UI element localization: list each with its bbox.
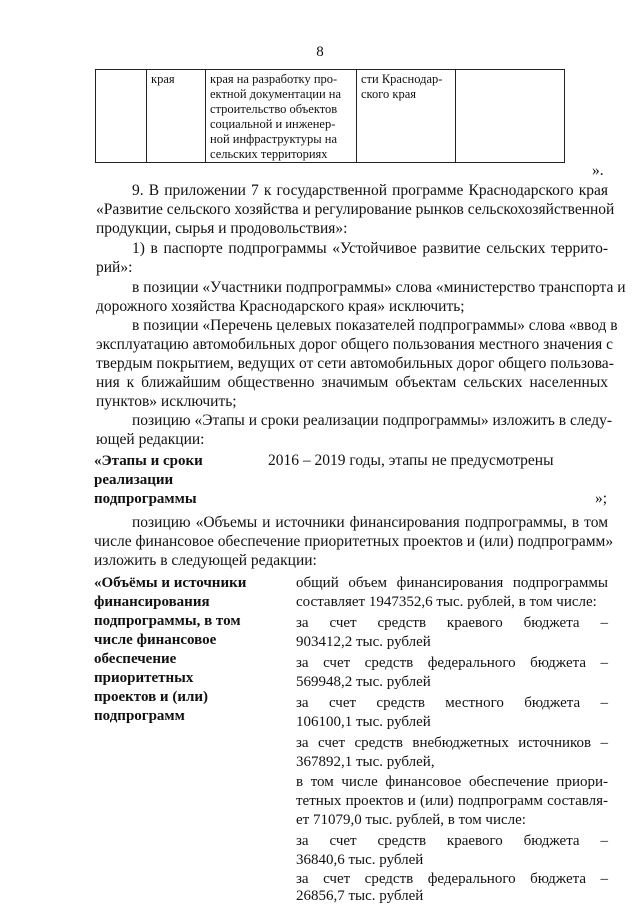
funding-line: 569948,2 тыс. рублей — [296, 674, 431, 690]
funding-line: составляет 1947352,6 тыс. рублей, в том числе: — [296, 594, 597, 610]
funding-label: обеспечение — [94, 651, 177, 667]
paragraph-line: рий»: — [96, 259, 133, 276]
funding-line: тетных проектов и (или) подпрограмм составля- — [296, 793, 608, 809]
table-cell-col4 — [357, 70, 456, 163]
paragraph-line: позицию «Этапы и сроки реализации подпрограммы» изложить в следу- — [132, 412, 613, 429]
paragraph-line: продукции, сырья и продовольствия»: — [96, 220, 348, 237]
table-row — [96, 70, 565, 163]
funding-line: ет 71079,0 тыс. рублей, в том числе: — [296, 812, 526, 828]
paragraph-line: изложить в следующей редакции: — [94, 552, 317, 569]
funding-label: «Объёмы и источники — [94, 575, 247, 591]
continuation-table — [95, 69, 565, 163]
funding-line: за счет средств краевого бюджета – — [296, 833, 608, 849]
funding-line: за счет средств краевого бюджета – — [296, 615, 608, 631]
funding-line: за счет средств федерального бюджета – — [296, 655, 608, 671]
table-cell-line: сельских территориях — [210, 147, 328, 161]
paragraph-line: дорожного хозяйства Краснодарского края» исключить; — [96, 298, 465, 315]
funding-line: в том числе финансовое обеспечение приори- — [296, 774, 608, 790]
table-cell-empty — [456, 70, 565, 163]
table-cell-col2 — [147, 70, 206, 163]
paragraph-line: эксплуатацию автомобильных дорог общего пользования местного значения с — [96, 336, 613, 353]
page-number: 8 — [316, 44, 324, 60]
table-cell-line: сти Краснодар- — [361, 72, 443, 86]
funding-label: подпрограммы, в том — [94, 613, 241, 629]
funding-line: 106100,1 тыс. рублей — [296, 714, 431, 730]
closing-quote: ». — [592, 162, 604, 179]
stages-label: реализации — [94, 472, 174, 488]
funding-label: финансирования — [94, 594, 210, 610]
table-cell-line: края — [151, 72, 175, 86]
paragraph-line: 1) в паспорте подпрограммы «Устойчивое развитие сельских террито- — [132, 240, 608, 257]
table-cell-line: ского края — [361, 87, 417, 101]
stages-label: подпрограммы — [94, 491, 197, 507]
funding-line: 903412,2 тыс. рублей — [296, 634, 431, 650]
table-cell-line: ектной документации на — [210, 87, 342, 101]
paragraph-line: в позиции «Участники подпрограммы» слова «министерство транспорта и — [132, 279, 626, 296]
paragraph-line: позицию «Объемы и источники финансирования подпрограммы, в том — [132, 514, 608, 531]
stages-label: «Этапы и сроки — [94, 453, 203, 469]
funding-line: общий объем финансирования подпрограммы — [296, 575, 608, 591]
paragraph-line: твердым покрытием, ведущих от сети автомобильных дорог общего пользова- — [96, 355, 614, 372]
funding-line: 26856,7 тыс. рублей — [296, 888, 424, 904]
table-cell-line: строительство объектов — [210, 102, 338, 116]
funding-line: 36840,6 тыс. рублей — [296, 852, 424, 868]
funding-line: за счет средств федерального бюджета – — [296, 871, 608, 887]
funding-line: за счет средств внебюджетных источников – — [296, 735, 608, 751]
funding-label: подпрограмм — [94, 708, 185, 724]
funding-label: проектов и (или) — [94, 689, 209, 705]
paragraph-line: «Развитие сельского хозяйства и регулирование рынков сельскохозяйственной — [96, 201, 615, 218]
table-cell-col3 — [206, 70, 357, 163]
funding-label: числе финансовое — [94, 632, 217, 648]
paragraph-line: пунктов» исключить; — [96, 393, 237, 410]
table-cell-line: края на разработку про- — [210, 72, 338, 86]
closing-quote: »; — [595, 490, 608, 507]
funding-line: 367892,1 тыс. рублей, — [296, 754, 435, 770]
table-cell-line: ной инфраструктуры на — [210, 132, 337, 146]
table-cell-line: социальной и инженер- — [210, 117, 336, 131]
funding-line: за счет средств местного бюджета – — [296, 695, 608, 711]
stages-value: 2016 – 2019 годы, этапы не предусмотрены — [268, 452, 554, 469]
paragraph-line: в позиции «Перечень целевых показателей подпрограммы» слова «ввод в — [132, 317, 618, 334]
paragraph-line: ющей редакции: — [96, 431, 205, 448]
paragraph-line: 9. В приложении 7 к государственной программе Краснодарского края — [132, 182, 608, 199]
paragraph-line: ния к ближайшим общественно значимым объектам сельских населенных — [96, 374, 608, 391]
table-cell-empty — [96, 70, 147, 163]
funding-label: приоритетных — [94, 670, 194, 686]
paragraph-line: числе финансовое обеспечение приоритетных проектов и (или) подпрограмм» — [94, 533, 614, 550]
